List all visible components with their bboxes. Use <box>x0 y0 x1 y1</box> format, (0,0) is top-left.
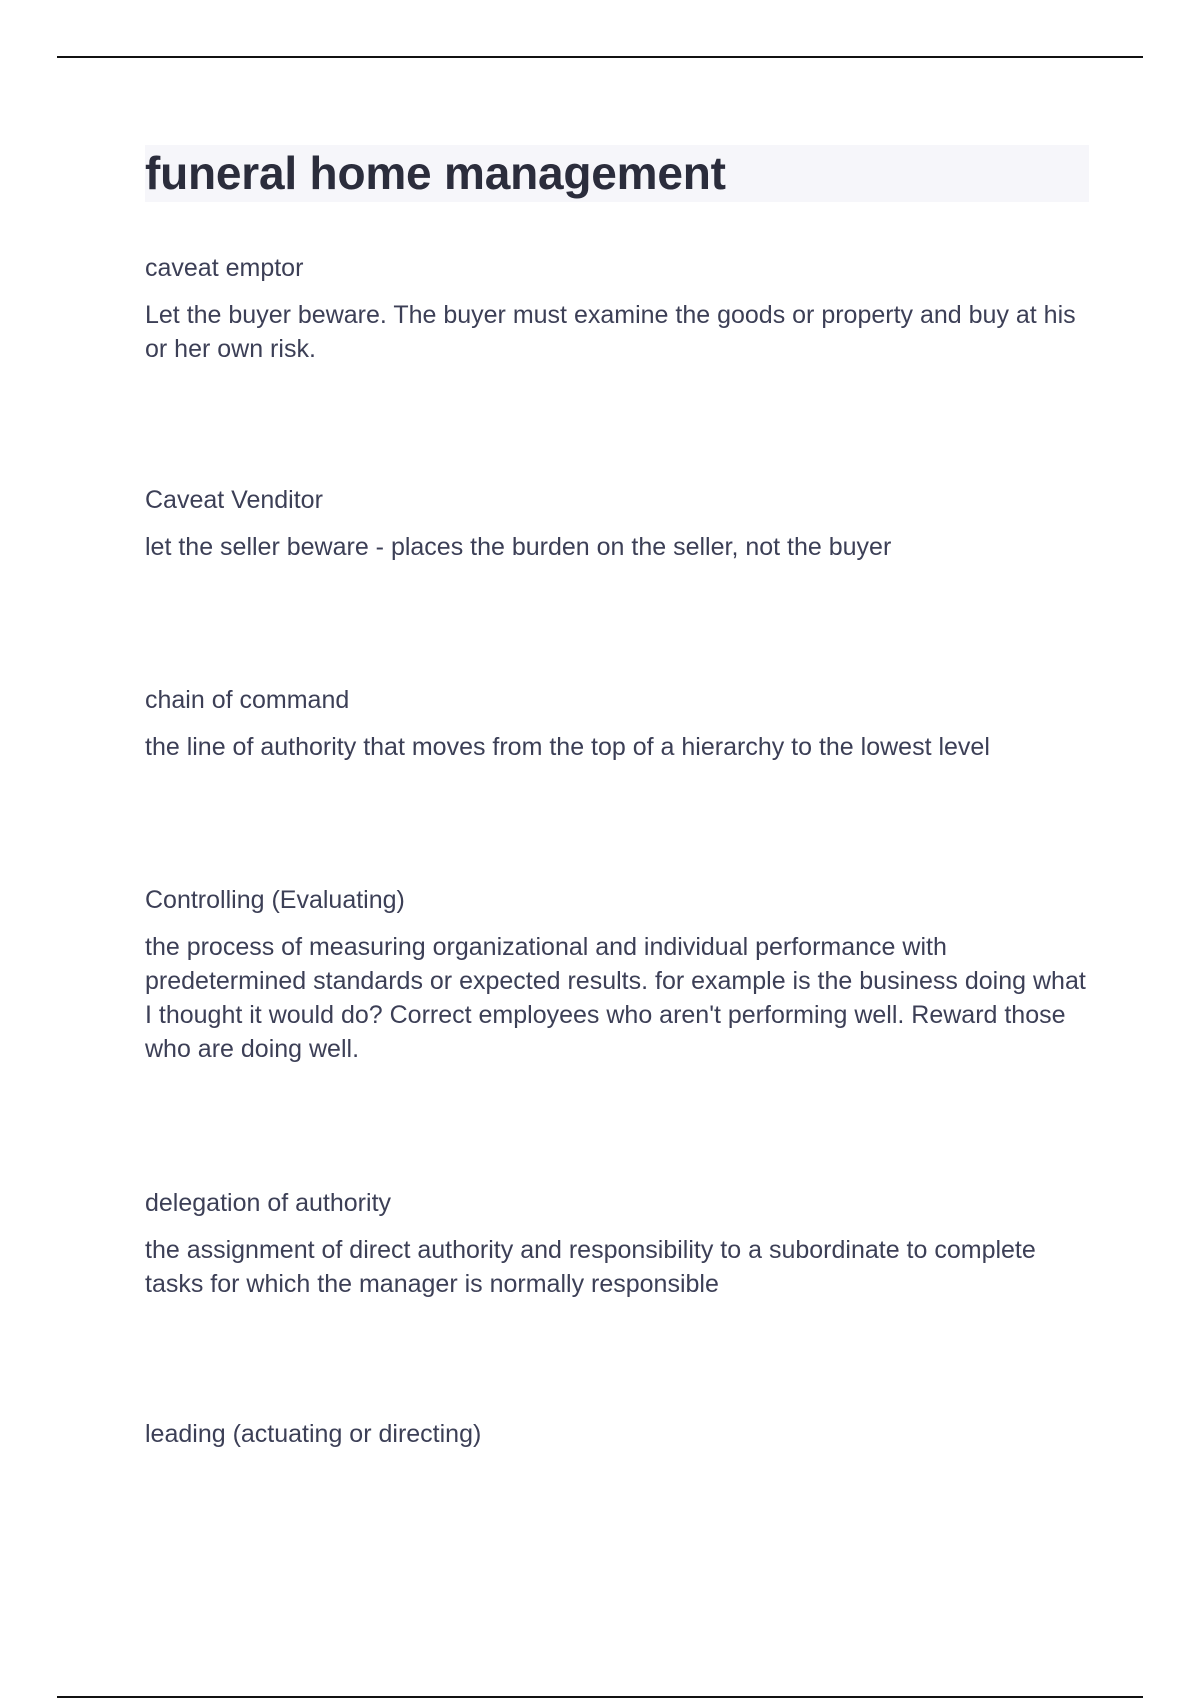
bottom-rule <box>57 1696 1143 1698</box>
card-term: chain of command <box>145 686 350 714</box>
flashcard <box>145 252 1095 366</box>
card-term: Caveat Venditor <box>145 486 323 514</box>
card-definition: the process of measuring organizational and individual performance with predetermined standards or expected results. for example is the business doing what I thought it would do? Correct employees who aren't performing well. Reward those who are doing well. <box>145 933 1086 1063</box>
card-term: leading (actuating or directing) <box>145 1420 482 1448</box>
flashcard <box>145 884 1095 1066</box>
card-definition: the assignment of direct authority and responsibility to a subordinate to complete tasks for which the manager is normally responsible <box>145 1236 1036 1298</box>
card-definition: the line of authority that moves from the top of a hierarchy to the lowest level <box>145 733 990 761</box>
flashcard <box>145 684 1095 764</box>
flashcard <box>145 1187 1095 1301</box>
card-definition: let the seller beware - places the burden on the seller, not the buyer <box>145 533 892 561</box>
page-title: funeral home management <box>145 147 726 199</box>
card-definition: Let the buyer beware. The buyer must examine the goods or property and buy at his or her own risk. <box>145 301 1076 363</box>
flashcard <box>145 1418 1095 1450</box>
flashcard <box>145 484 1095 564</box>
top-rule <box>57 56 1143 58</box>
card-term: caveat emptor <box>145 254 304 282</box>
card-term: Controlling (Evaluating) <box>145 886 405 914</box>
card-term: delegation of authority <box>145 1189 392 1217</box>
